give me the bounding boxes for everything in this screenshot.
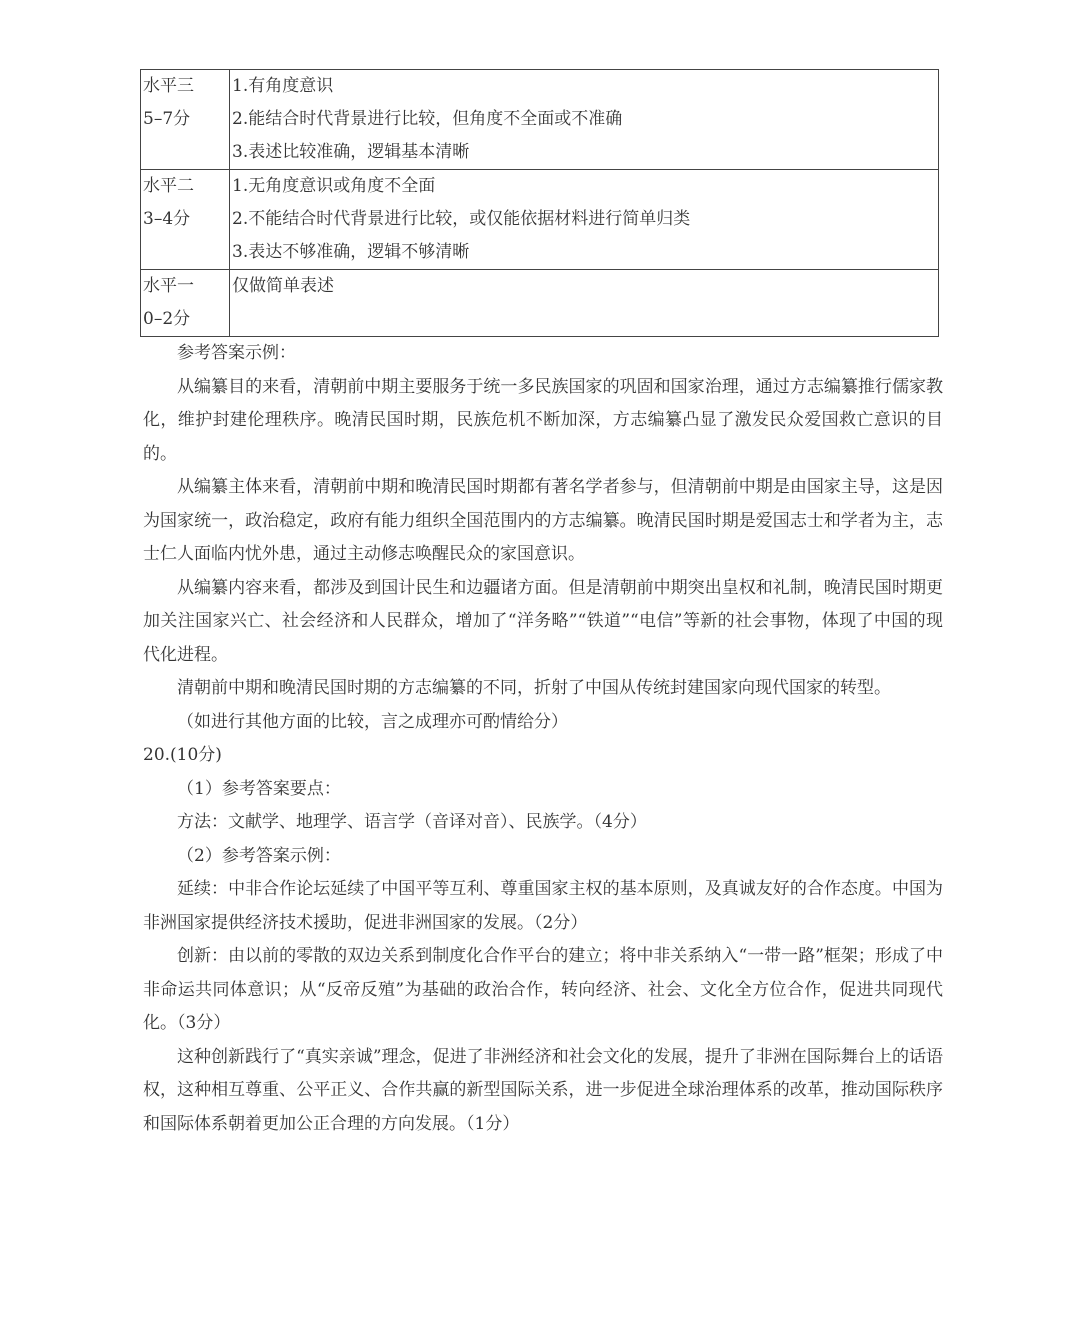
scoring-rubric-table	[140, 69, 939, 337]
answer-paragraph-continuity: 延续：中非合作论坛延续了中国平等互利、尊重国家主权的基本原则，及真诚友好的合作态度。中国为非洲国家提供经济技术援助，促进非洲国家的发展。（2分）	[143, 879, 943, 933]
answer-paragraph-content: 从编纂内容来看，都涉及到国计民生和边疆诸方面。但是清朝前中期突出皇权和礼制，晚清民国时期更加关注国家兴亡、社会经济和人民群众，增加了“洋务略”“铁道”“电信”等新的社会事物，体现了中国的现代化进程。	[143, 577, 943, 665]
rubric-criteria-cell	[230, 270, 939, 337]
answer-paragraph-significance: 这种创新践行了“真实亲诚”理念，促进了非洲经济和社会文化的发展，提升了非洲在国际舞台上的话语权，这种相互尊重、公平正义、合作共赢的新型国际关系，进一步促进全球治理体系的改革，推动国际秩序和国际体系朝着更加公正合理的方向发展。（1分）	[143, 1046, 943, 1134]
rubric-level-cell	[141, 170, 230, 270]
rubric-criteria-cell	[230, 70, 939, 170]
rubric-level-label: 水平二	[143, 176, 194, 196]
answer-paragraph-subject: 从编纂主体来看，清朝前中期和晚清民国时期都有著名学者参与，但清朝前中期是由国家主导，这是因为国家统一，政治稳定，政府有能力组织全国范围内的方志编纂。晚清民国时期是爱国志士和学者为主，志士仁人面临内忧外患，通过主动修志唤醒民众的家国意识。	[143, 477, 943, 564]
sample-answer-heading: 参考答案示例：	[177, 343, 296, 363]
rubric-level-label: 水平三	[143, 76, 194, 96]
answer-paragraph-conclusion: 清朝前中期和晚清民国时期的方志编纂的不同，折射了中国从传统封建国家向现代国家的转型。	[177, 678, 891, 698]
rubric-level-cell	[141, 70, 230, 170]
question-number: 20.(10分)	[143, 745, 222, 765]
rubric-level-cell	[141, 270, 230, 337]
answer-body	[143, 337, 943, 1141]
rubric-criterion: 2.不能结合时代背景进行比较，或仅能依据材料进行简单归类	[232, 209, 691, 229]
rubric-row-level-1	[141, 270, 939, 337]
rubric-criterion: 3.表述比较准确，逻辑基本清晰	[232, 142, 470, 162]
subquestion-1-heading: （1）参考答案要点：	[177, 778, 341, 799]
rubric-row-level-2	[141, 170, 939, 270]
answer-paragraph-purpose: 从编纂目的来看，清朝前中期主要服务于统一多民族国家的巩固和国家治理，通过方志编纂推行儒家教化，维护封建伦理秩序。晚清民国时期，民族危机不断加深，方志编纂凸显了激发民众爱国救亡意识的目的。	[143, 376, 943, 464]
rubric-criteria-cell	[230, 170, 939, 270]
rubric-level-label: 水平一	[143, 276, 194, 296]
rubric-criterion: 1.无角度意识或角度不全面	[232, 176, 436, 196]
scoring-note: （如进行其他方面的比较，言之成理亦可酌情给分）	[177, 711, 568, 732]
rubric-criterion: 3.表达不够准确，逻辑不够清晰	[232, 242, 470, 262]
rubric-criterion: 1.有角度意识	[232, 76, 334, 96]
rubric-level-score: 5–7分	[143, 109, 191, 129]
answer-paragraph-method: 方法：文献学、地理学、语言学（音译对音）、民族学。（4分）	[177, 812, 647, 832]
rubric-criterion: 2.能结合时代背景进行比较，但角度不全面或不准确	[232, 109, 623, 129]
subquestion-2-heading: （2）参考答案示例：	[177, 845, 341, 866]
rubric-level-score: 3–4分	[143, 209, 191, 229]
rubric-row-level-3	[141, 70, 939, 170]
answer-paragraph-innovation: 创新：由以前的零散的双边关系到制度化合作平台的建立；将中非关系纳入“一带一路”框架；形成了中非命运共同体意识；从“反帝反殖”为基础的政治合作，转向经济、社会、文化全方位合作，促进共同现代化。（3分）	[143, 946, 943, 1033]
rubric-criterion: 仅做简单表述	[232, 276, 334, 296]
rubric-level-score: 0–2分	[143, 309, 191, 329]
